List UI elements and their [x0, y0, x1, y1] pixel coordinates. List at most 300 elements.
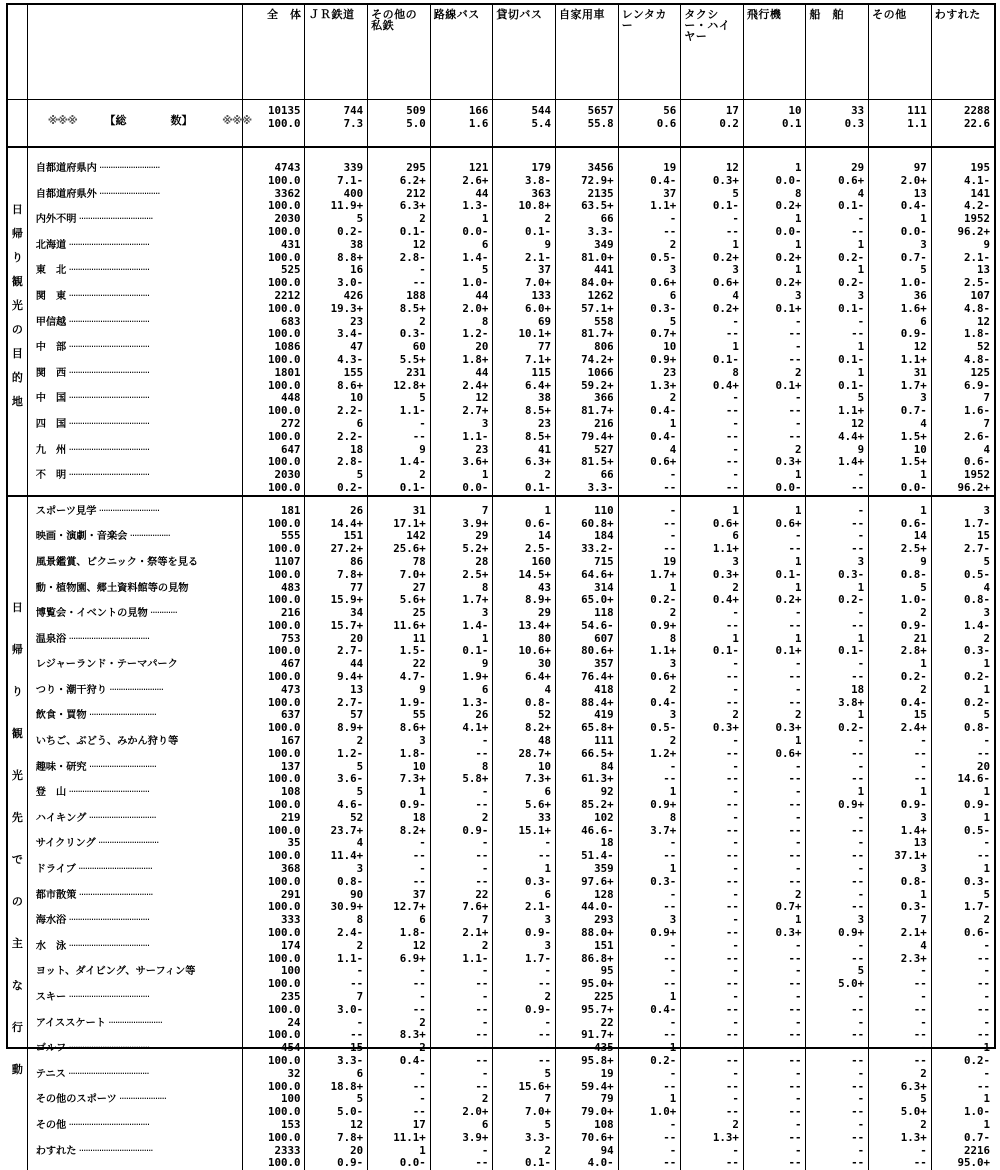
total-cell — [242, 100, 305, 148]
cell-percent: 30.9+ — [330, 900, 364, 914]
cell-percent: 1.1- — [399, 404, 426, 418]
cell-percent: 2.4+ — [900, 721, 927, 735]
cell-percent: 5.8+ — [462, 772, 489, 786]
cell-percent: 95.8+ — [581, 1053, 614, 1067]
cell-percent: 0.1- — [524, 224, 551, 238]
total-percent: 0.1 — [781, 116, 802, 130]
leader-dots: ···································· — [66, 316, 150, 328]
row-label — [36, 1145, 242, 1170]
data-column — [555, 147, 618, 496]
leader-dots: ···································· — [66, 915, 150, 927]
leader-dots: ··························· — [96, 163, 160, 174]
cell-percent: 96.2+ — [957, 224, 990, 238]
cell-count: 60 — [412, 340, 426, 354]
cell-percent: 100.0 — [267, 173, 301, 187]
cell-count: - — [857, 887, 865, 901]
cell-count: - — [481, 1066, 489, 1080]
cell-percent: 0.9- — [462, 823, 489, 837]
cell-count: 368 — [280, 862, 301, 876]
cell-count: 32 — [287, 1066, 301, 1080]
data-column — [305, 496, 368, 1170]
cell-count: 66 — [600, 468, 614, 482]
row-label-text: 動・植物園、郷土資料館等の見物 — [35, 582, 189, 594]
cell-count: 2 — [794, 365, 802, 379]
row-label-text: 映画・演劇・音楽会 — [35, 531, 128, 543]
total-pattern-right: ※※※ — [222, 114, 252, 127]
cell-percent: 0.0- — [462, 224, 489, 238]
cell-count: 9 — [419, 442, 426, 456]
cell-count: - — [732, 759, 739, 773]
cell-percent: 3.4- — [337, 327, 364, 341]
cell-count: 2135 — [587, 186, 614, 200]
cell-percent: 1.8- — [963, 327, 990, 341]
cell-count: 1801 — [274, 365, 301, 379]
cell-count: 142 — [406, 529, 426, 543]
cell-count: - — [669, 503, 677, 517]
cell-percent: -- — [663, 977, 677, 991]
cell-percent: 0.0- — [900, 480, 927, 494]
section-title-char: の — [11, 323, 23, 336]
total-count: 509 — [406, 104, 426, 117]
row-label — [36, 812, 242, 838]
section-destination-title — [8, 147, 27, 496]
cell-percent: 0.5- — [963, 823, 990, 837]
cell-percent: 0.6+ — [712, 276, 739, 290]
cell-count: 1 — [794, 631, 802, 645]
cell-count: - — [794, 391, 802, 405]
cell-count: - — [857, 990, 865, 1003]
cell-count: 37 — [412, 887, 426, 901]
cell-count: - — [983, 1015, 990, 1029]
row-label — [36, 444, 242, 470]
cell-percent: -- — [475, 746, 489, 760]
cell-percent: 28.7+ — [518, 746, 551, 760]
cell-percent: 0.7+ — [650, 327, 677, 341]
cell-percent: 0.3- — [399, 327, 426, 341]
cell-count: 12 — [976, 314, 990, 328]
cell-count: 10 — [350, 391, 364, 405]
data-column — [743, 496, 806, 1170]
cell-percent: 4.8- — [963, 352, 990, 366]
cell-percent: 51.4- — [581, 849, 614, 863]
cell-count: - — [356, 964, 364, 978]
cell-percent: 100.0 — [267, 977, 301, 991]
cell-count: 23 — [663, 365, 677, 379]
cell-percent: -- — [663, 1156, 677, 1170]
total-cell — [555, 100, 618, 148]
cell-count: 108 — [280, 785, 301, 799]
cell-percent: 17.1+ — [393, 516, 426, 530]
cell-count: - — [544, 836, 551, 850]
cell-count: 3 — [544, 913, 551, 927]
cell-count: - — [732, 964, 739, 978]
row-label — [36, 188, 242, 214]
cell-percent: -- — [976, 849, 990, 863]
cell-percent: -- — [851, 951, 865, 965]
total-count: 744 — [343, 104, 364, 117]
cell-count: 231 — [406, 365, 426, 379]
cell-percent: -- — [725, 1156, 739, 1170]
cell-count: 1 — [983, 657, 990, 671]
cell-count: 4 — [544, 682, 551, 696]
cell-count: 431 — [280, 237, 301, 251]
cell-percent: 0.3- — [524, 874, 551, 888]
cell-count: 8 — [669, 810, 677, 824]
cell-percent: 0.5- — [963, 567, 990, 581]
cell-count: 3 — [669, 708, 677, 722]
cell-percent: -- — [475, 874, 489, 888]
cell-count: 2 — [419, 212, 426, 226]
cell-count: 79 — [600, 1092, 614, 1106]
cell-percent: 0.2+ — [775, 593, 802, 607]
cell-percent: 1.5+ — [900, 455, 927, 469]
row-label — [36, 735, 242, 761]
cell-percent: -- — [350, 977, 364, 991]
cell-count: 216 — [594, 416, 614, 430]
cell-percent: 100.0 — [267, 378, 301, 392]
cell-count: 25 — [412, 606, 426, 620]
cell-percent: 1.4- — [963, 618, 990, 632]
cell-count: 95 — [600, 964, 614, 978]
cell-count: 10 — [913, 442, 927, 456]
cell-count: 1952 — [963, 468, 990, 482]
cell-count: - — [794, 990, 802, 1003]
cell-percent: -- — [851, 823, 865, 837]
cell-percent: -- — [851, 1028, 865, 1042]
cell-count: 7 — [920, 913, 927, 927]
cell-count: 125 — [970, 365, 990, 379]
cell-count: 1 — [794, 212, 802, 226]
cell-count: 3 — [732, 554, 739, 568]
data-column — [368, 496, 431, 1170]
cell-count: 52 — [350, 810, 364, 824]
cell-count: - — [732, 785, 739, 799]
cell-count: 5 — [356, 212, 364, 226]
cell-percent: 2.0+ — [462, 301, 489, 315]
cell-count: 7 — [481, 503, 489, 517]
row-label — [36, 213, 242, 239]
cell-count: 3 — [669, 913, 677, 927]
cell-count: 12 — [475, 391, 489, 405]
cell-count: 151 — [343, 529, 364, 543]
cell-count: 128 — [594, 887, 614, 901]
cell-percent: 1.6- — [963, 404, 990, 418]
cell-count: 29 — [537, 606, 551, 620]
cell-percent: 2.4- — [337, 926, 364, 940]
cell-percent: 0.9- — [399, 798, 426, 812]
cell-count: 3456 — [587, 161, 614, 174]
data-column — [430, 496, 493, 1170]
cell-count: 14 — [913, 529, 927, 543]
row-label — [36, 607, 242, 633]
row-label-text: スキー — [35, 992, 67, 1003]
cell-percent: 0.1- — [712, 352, 739, 366]
cell-count: 216 — [280, 606, 301, 620]
cell-percent: 6.3+ — [900, 1079, 927, 1093]
cell-count: 1 — [794, 734, 802, 748]
column-header: 飛行機 — [743, 5, 806, 100]
cell-percent: 2.1- — [963, 250, 990, 264]
cell-count: 441 — [594, 263, 614, 277]
cell-count: 4743 — [274, 161, 301, 174]
cell-percent: 2.3+ — [900, 951, 927, 965]
cell-count: - — [732, 314, 739, 328]
cell-percent: 0.6- — [963, 926, 990, 940]
cell-count: - — [857, 1066, 865, 1080]
cell-percent: 0.9- — [900, 618, 927, 632]
cell-percent: 81.7+ — [581, 327, 614, 341]
cell-count: - — [920, 1041, 927, 1055]
cell-percent: 3.0- — [337, 276, 364, 290]
cell-count: 188 — [406, 288, 426, 302]
cell-percent: 6.9+ — [399, 951, 426, 965]
cell-count: 84 — [600, 759, 614, 773]
row-label — [36, 264, 242, 290]
cell-percent: 0.1- — [838, 199, 865, 213]
leader-dots: ···································· — [66, 633, 150, 645]
cell-count: 3 — [669, 263, 677, 277]
section-activity-labels — [27, 496, 242, 1170]
cell-percent: 5.2+ — [462, 542, 489, 556]
cell-count: 5 — [920, 263, 927, 277]
cell-percent: 8.5+ — [399, 301, 426, 315]
cell-percent: 10.6+ — [518, 644, 551, 658]
cell-percent: 2.5- — [963, 276, 990, 290]
cell-count: 314 — [594, 580, 614, 594]
cell-count: 27 — [412, 580, 426, 594]
cell-percent: 1.9+ — [462, 670, 489, 684]
cell-count: 55 — [412, 708, 426, 722]
cell-percent: 2.0+ — [462, 1105, 489, 1119]
cell-percent: 7.1- — [337, 173, 364, 187]
section-title-char: 光 — [11, 299, 23, 312]
cell-percent: 0.6- — [963, 455, 990, 469]
cell-percent: -- — [725, 823, 739, 837]
cell-count: 4 — [356, 836, 364, 850]
cell-count: 2 — [544, 212, 551, 226]
cell-percent: 0.8- — [524, 695, 551, 709]
cell-percent: 86.8+ — [581, 951, 614, 965]
cell-percent: 46.6- — [581, 823, 614, 837]
cell-percent: 100.0 — [267, 429, 301, 443]
cell-percent: 100.0 — [267, 1002, 301, 1016]
cell-count: 1 — [419, 1143, 426, 1157]
cell-percent: 81.0+ — [581, 250, 614, 264]
cell-percent: 1.3+ — [650, 378, 677, 392]
cell-count: 1 — [857, 340, 865, 354]
row-label — [36, 914, 242, 940]
cell-count: - — [419, 1066, 426, 1080]
cell-count: - — [419, 416, 426, 430]
cell-percent: 65.8+ — [581, 721, 614, 735]
cell-count: 18 — [851, 682, 865, 696]
cell-count: 13 — [976, 263, 990, 277]
cell-count: 38 — [537, 391, 551, 405]
cell-count: 13 — [350, 682, 364, 696]
cell-percent: 5.6+ — [399, 593, 426, 607]
cell-percent: -- — [788, 1156, 802, 1170]
cell-percent: -- — [976, 1028, 990, 1042]
cell-percent: 100.0 — [267, 301, 301, 315]
cell-count: 1 — [983, 810, 990, 824]
cell-percent: 0.4- — [650, 404, 677, 418]
cell-count: 2 — [983, 913, 990, 927]
cell-percent: -- — [788, 874, 802, 888]
cell-percent: -- — [788, 1053, 802, 1067]
data-column — [493, 147, 556, 496]
total-percent: 7.3 — [343, 116, 364, 130]
leader-dots: ····················· — [116, 1094, 167, 1106]
leader-dots: ···································· — [66, 787, 150, 799]
cell-count: - — [857, 862, 865, 876]
cell-count: 1 — [669, 990, 677, 1003]
cell-count: - — [794, 964, 802, 978]
cell-percent: -- — [412, 849, 426, 863]
cell-count: 2 — [732, 708, 739, 722]
cell-percent: 2.7- — [337, 695, 364, 709]
cell-percent: 0.9- — [337, 1156, 364, 1170]
row-label-text: ハイキング — [35, 812, 87, 824]
cell-count: 12 — [851, 416, 865, 430]
cell-count: - — [857, 657, 865, 671]
cell-count: 29 — [475, 529, 489, 543]
cell-percent: 0.1+ — [775, 378, 802, 392]
cell-percent: -- — [475, 1002, 489, 1016]
cell-percent: 0.2- — [963, 695, 990, 709]
cell-count: 7 — [983, 416, 990, 430]
cell-percent: 0.4- — [650, 1002, 677, 1016]
row-label-text: 九 州 — [35, 444, 67, 456]
cell-percent: 1.1+ — [712, 542, 739, 556]
cell-count: 1 — [794, 580, 802, 594]
cell-count: 5 — [983, 887, 990, 901]
cell-count: - — [857, 503, 865, 517]
cell-count: - — [732, 391, 739, 405]
row-label — [36, 709, 242, 735]
cell-count: 1 — [794, 554, 802, 568]
cell-count: 80 — [537, 631, 551, 645]
cell-count: 2030 — [274, 212, 301, 226]
cell-percent: -- — [725, 327, 739, 341]
cell-percent: 44.0- — [581, 900, 614, 914]
total-cell — [305, 100, 368, 148]
cell-count: - — [983, 836, 990, 850]
cell-percent: 0.0- — [462, 480, 489, 494]
cell-percent: 100.0 — [267, 352, 301, 366]
leader-dots: ······························ — [86, 710, 157, 722]
cell-percent: -- — [663, 772, 677, 786]
cell-percent: -- — [725, 480, 739, 494]
cell-percent: 0.6+ — [838, 173, 865, 187]
cell-percent: -- — [663, 1130, 677, 1144]
cell-percent: 1.4- — [399, 455, 426, 469]
cell-percent: -- — [725, 429, 739, 443]
cell-count: 78 — [412, 554, 426, 568]
cell-percent: -- — [851, 1130, 865, 1144]
cell-percent: 6.2+ — [399, 173, 426, 187]
cell-percent: 3.3- — [337, 1053, 364, 1067]
data-column — [242, 496, 305, 1170]
cell-count: - — [920, 1015, 927, 1029]
cell-percent: -- — [412, 874, 426, 888]
cell-percent: 1.5+ — [900, 429, 927, 443]
cell-count: 1 — [857, 708, 865, 722]
cell-percent: 61.3+ — [581, 772, 614, 786]
row-label — [36, 991, 242, 1017]
cell-count: 33 — [537, 810, 551, 824]
cell-count: 7 — [356, 990, 364, 1003]
cell-percent: 1.3- — [462, 695, 489, 709]
row-label — [36, 1119, 242, 1145]
cell-percent: 9.4+ — [337, 670, 364, 684]
cell-percent: 18.8+ — [330, 1079, 364, 1093]
cell-count: 1 — [481, 631, 489, 645]
cell-percent: 0.0- — [775, 173, 802, 187]
cell-percent: 88.4+ — [581, 695, 614, 709]
cell-percent: -- — [788, 695, 802, 709]
cell-percent: 100.0 — [267, 670, 301, 684]
total-label: 【総 数】 — [104, 114, 193, 127]
cell-percent: 1.0- — [900, 593, 927, 607]
cell-percent: 0.1- — [462, 644, 489, 658]
cell-percent: 2.1- — [524, 900, 551, 914]
cell-count: 435 — [594, 1041, 614, 1055]
cell-percent: 1.4- — [462, 250, 489, 264]
cell-count: 3 — [857, 288, 865, 302]
cell-count: 5 — [544, 1066, 551, 1080]
cell-count: 2 — [419, 1015, 426, 1029]
cell-count: 272 — [280, 416, 301, 430]
cell-count: 357 — [594, 657, 614, 671]
cell-count: - — [732, 1015, 739, 1029]
cell-count: 92 — [600, 785, 614, 799]
cell-percent: 57.1+ — [581, 301, 614, 315]
cell-percent: 0.6+ — [712, 516, 739, 530]
cell-count: 5 — [419, 391, 426, 405]
cell-count: - — [669, 1117, 677, 1131]
cell-count: 57 — [350, 708, 364, 722]
cell-count: 20 — [350, 1143, 364, 1157]
cell-count: 1 — [794, 263, 802, 277]
cell-count: - — [983, 964, 990, 978]
cell-count: 5 — [920, 1092, 927, 1106]
row-label — [36, 940, 242, 966]
cell-count: 366 — [594, 391, 614, 405]
cell-count: 5 — [920, 580, 927, 594]
cell-percent: -- — [913, 1156, 927, 1170]
cell-count: 212 — [406, 186, 426, 200]
cell-count: - — [794, 938, 802, 952]
cell-count: 2 — [669, 606, 677, 620]
cell-percent: 0.3+ — [712, 721, 739, 735]
cell-percent: -- — [663, 1028, 677, 1042]
cell-count: 141 — [970, 186, 990, 200]
cell-count: 195 — [970, 161, 990, 174]
cell-count: - — [794, 529, 802, 543]
cell-percent: 11.6+ — [393, 618, 426, 632]
cell-percent: -- — [663, 951, 677, 965]
cell-percent: 3.9+ — [462, 1130, 489, 1144]
cell-count: 295 — [406, 161, 426, 174]
cell-percent: 79.0+ — [581, 1105, 614, 1119]
cell-percent: 8.9+ — [337, 721, 364, 735]
cell-count: 555 — [280, 529, 301, 543]
cell-percent: 2.0+ — [900, 173, 927, 187]
cell-count: 6 — [544, 785, 551, 799]
cell-percent: 10.1+ — [518, 327, 551, 341]
cell-percent: 0.0- — [775, 224, 802, 238]
cell-count: 90 — [350, 887, 364, 901]
